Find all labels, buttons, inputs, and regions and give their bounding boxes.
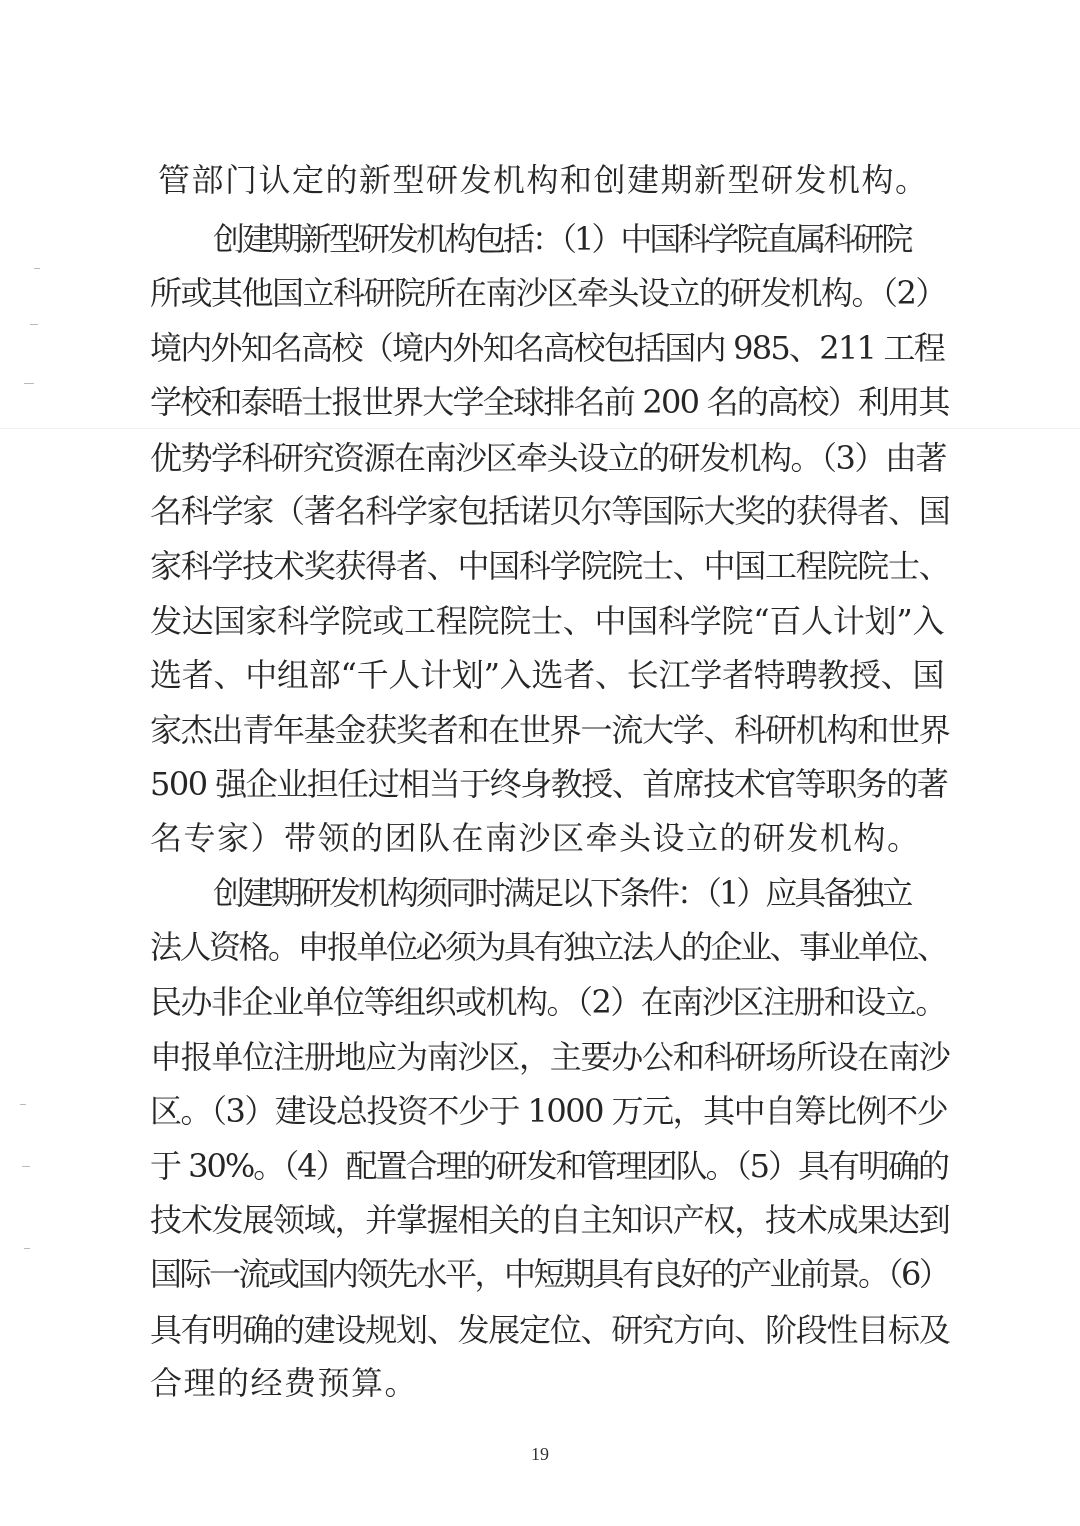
text-line: 名科学家（著名科学家包括诺贝尔等国际大奖的获得者、国 (150, 492, 950, 530)
text-line: 管部门认定的新型研发机构和创建期新型研发机构。 (158, 161, 929, 199)
scan-mark (24, 383, 34, 384)
text-line: 于 30%。（4）配置合理的研发和管理团队。（5）具有明确的 (150, 1147, 949, 1185)
text-line: 家杰出青年基金获奖者和在世界一流大学、科研机构和世界 (150, 711, 950, 749)
text-line: 家科学技术奖获得者、中国科学院院士、中国工程院院士、 (150, 547, 950, 585)
text-line: 区。（3）建设总投资不少于 1000 万元，其中自筹比例不少 (150, 1092, 948, 1130)
text-line: 创建期研发机构须同时满足以下条件：（1）应具备独立 (213, 874, 911, 912)
text-line: 境内外知名高校（境内外知名高校包括国内 985、211 工程 (150, 329, 945, 367)
text-line: 民办非企业单位等组织或机构。（2）在南沙区注册和设立。 (150, 983, 946, 1021)
scan-mark (34, 268, 40, 269)
text-line: 具有明确的建设规划、发展定位、研究方向、阶段性目标及 (150, 1311, 950, 1349)
text-line: 选者、中组部“千人计划”入选者、长江学者特聘教授、国 (150, 656, 945, 694)
text-line: 技术发展领域，并掌握相关的自主知识产权，技术成果达到 (150, 1201, 950, 1239)
scan-mark (30, 324, 38, 325)
text-line: 学校和泰晤士报世界大学全球排名前 200 名的高校）利用其 (150, 383, 949, 421)
scan-mark (20, 1104, 26, 1105)
text-line: 优势学科研究资源在南沙区牵头设立的研发机构。（3）由著 (150, 439, 946, 477)
scan-rule (0, 428, 1080, 429)
page-number: 19 (531, 1444, 549, 1464)
text-line: 发达国家科学院或工程院院士、中国科学院“百人计划”入 (150, 602, 945, 640)
scan-mark (22, 1166, 30, 1167)
text-line: 申报单位注册地应为南沙区，主要办公和科研场所设在南沙 (150, 1038, 950, 1076)
text-line: 创建期新型研发机构包括：（1）中国科学院直属科研院 (213, 220, 911, 258)
text-line: 名专家）带领的团队在南沙区牵头设立的研发机构。 (150, 819, 921, 857)
text-line: 500 强企业担任过相当于终身教授、首席技术官等职务的著 (150, 765, 948, 803)
text-line: 所或其他国立科研院所在南沙区牵头设立的研发机构。（2） (150, 274, 946, 312)
text-line: 合理的经费预算。 (150, 1364, 419, 1402)
scan-mark (24, 1248, 30, 1249)
text-line: 国际一流或国内领先水平，中短期具有良好的产业前景。（6） (150, 1255, 949, 1293)
text-line: 法人资格。申报单位必须为具有独立法人的企业、事业单位、 (150, 928, 947, 966)
